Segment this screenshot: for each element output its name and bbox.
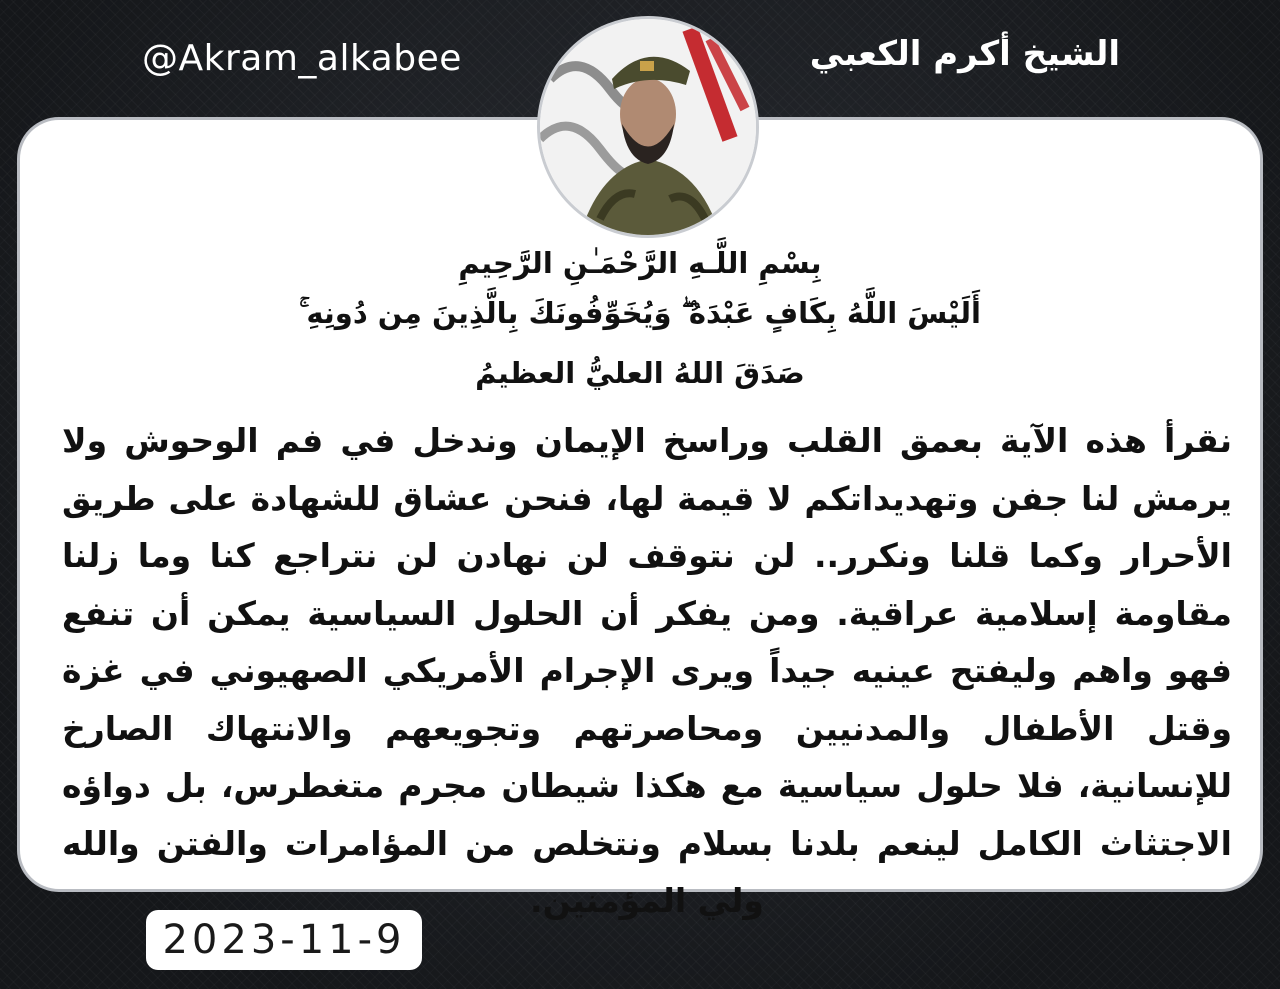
quran-verse: أَلَيْسَ اللَّهُ بِكَافٍ عَبْدَهُ ۖ وَيُخَوِّفُونَكَ بِالَّذِينَ مِن دُونِهِ ۚ [299, 296, 981, 330]
statement-body: نقرأ هذه الآية بعمق القلب وراسخ الإيمان وندخل في فم الوحوش ولا يرمش لنا جفن وتهديداتكم لا قيمة لها، فنحن عشاق للشهادة على طريق الأحرار وكما قلنا ونكرر.. لن نتوقف لن نهادن لن نتراجع كنا وما زلنا مقاومة إسلامية عراقية. ومن يفكر أن الحلول السياسية يمكن أن تنفع فهو واهم وليفتح عينيه جيداً ويرى الإجرام الأمريكي الصهيوني في غزة وقتل الأطفال والمدنيين ومحاصرتهم وتجويعهم والانتهاك الصارخ للإنسانية، فلا حلول سياسية مع هكذا شيطان مجرم متغطرس، بل دواؤه الاجتثاث الكامل لينعم بلدنا بسلام ونتخلص من المؤامرات والفتن والله ولي المؤمنين. [62, 421, 1232, 920]
date-badge: 2023-11-9 [146, 910, 422, 970]
bismillah: بِسْمِ اللَّـهِ الرَّحْمَـٰنِ الرَّحِيمِ [458, 246, 822, 280]
verse-closing: صَدَقَ اللهُ العليُّ العظيمُ [475, 356, 805, 390]
author-name: الشيخ أكرم الكعبي [809, 34, 1120, 74]
twitter-handle: @Akram_alkabee [142, 38, 462, 79]
soldier-portrait-icon [537, 16, 759, 238]
